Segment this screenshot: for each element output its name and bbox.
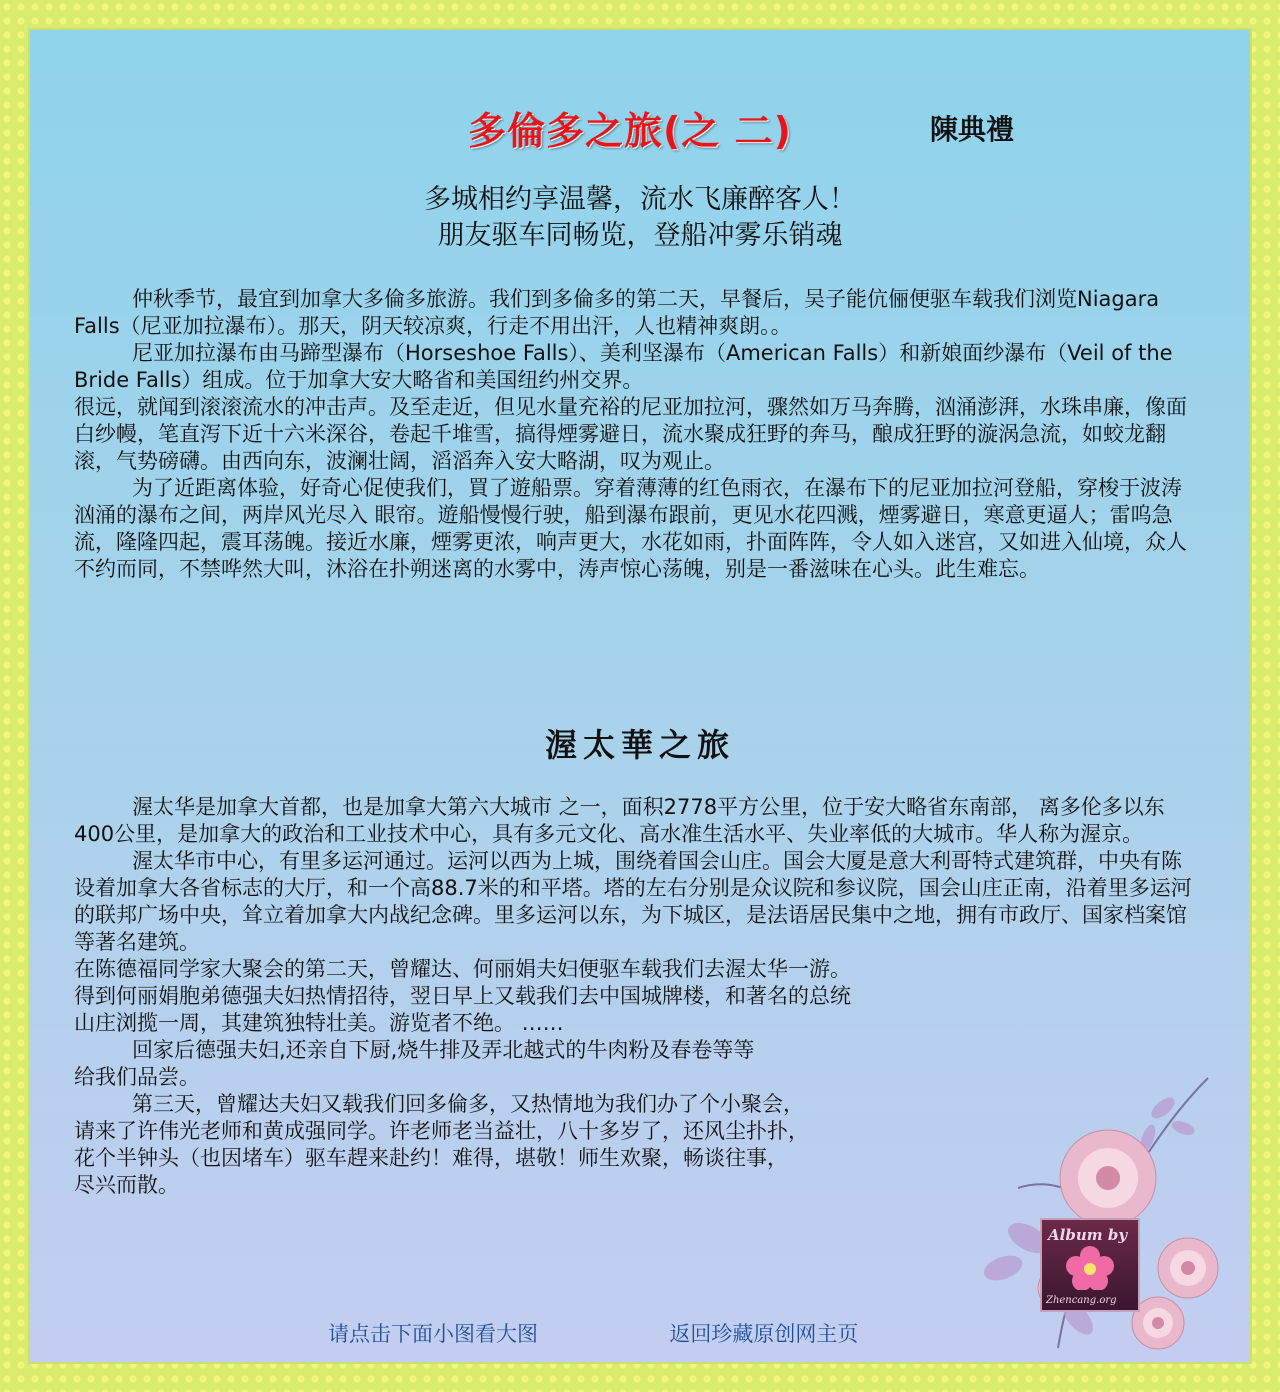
poem-line-1: 多城相约享温馨，流水飞廉醉客人！ (424, 184, 856, 215)
view-large-images-link[interactable]: 请点击下面小图看大图 (328, 1322, 538, 1346)
paragraph: 得到何丽娟胞弟德强夫妇热情招待，翌日早上又载我们去中国城牌楼，和著名的总统 (74, 984, 851, 1008)
paragraph: 尽兴而散。 (74, 1173, 179, 1197)
badge-site: Zhencang.org (1046, 1295, 1117, 1306)
paragraph: 很远，就闻到滚滚流水的冲击声。及至走近，但见水量充裕的尼亚加拉河，骤然如万马奔腾，汹涌澎湃，水珠串廉，像面白纱幔，笔直泻下近十六米深谷，卷起千堆雪，搞得煙雾避日，流水聚成狂野的奔马，酿成狂野的漩涡急流，如蛟龙翻滚，气势磅礴。由西向东，波澜壮阔，滔滔奔入安大略湖，叹为观止。 (74, 395, 1187, 473)
section1-text (74, 286, 1194, 583)
section-title: 渥太華之旅 (544, 726, 735, 764)
paragraph: 给我们品尝。 (74, 1065, 200, 1089)
paragraph: 在陈德福同学家大聚会的第二天，曾耀达、何丽娟夫妇便驱车载我们去渥太华一游。 (74, 957, 851, 981)
paragraph: 回家后德强夫妇,还亲自下厨,烧牛排及弄北越式的牛肉粉及春卷等等 (132, 1038, 755, 1062)
paragraph: 第三天，曾耀达夫妇又载我们回多倫多，又热情地为我们办了个小聚会， (132, 1092, 804, 1116)
paragraph: 为了近距离体验，好奇心促使我们，買了遊船票。穿着薄薄的红色雨衣，在瀑布下的尼亚加拉河登船，穿梭于波涛汹涌的瀑布之间，两岸风光尽入 眼帘。遊船慢慢行驶，船到瀑布跟前，更见水花四溅，煙雾避日，寒意更逼人；雷呜急流，隆隆四起，震耳荡魄。接近水廉，煙雾更浓，响声更大，水花如雨，扑面阵阵，令人如入迷宫，又如进入仙境，众人不约而同，不禁哗然大叫，沐浴在扑朔迷离的水雾中，涛声惊心荡魄，别是一番滋味在心头。此生难忘。 (74, 476, 1187, 581)
badge-label: Album by (1048, 1226, 1128, 1244)
paragraph: 花个半钟头（也因堵车）驱车趕来赴约！难得，堪敬！师生欢聚，畅谈往事， (74, 1146, 788, 1170)
return-home-link[interactable]: 返回珍藏原创网主页 (669, 1322, 859, 1346)
footer-links (328, 1318, 858, 1348)
album-badge[interactable] (1040, 1218, 1140, 1312)
paragraph: 渥太华是加拿大首都，也是加拿大第六大城市 之一，面积2778平方公里，位于安大略省东南部， 离多伦多以东400公里，是加拿大的政治和工业技术中心，具有多元文化、高水准生活水平、失业率低的大城市。华人称为渥京。 (74, 795, 1165, 846)
page-panel (28, 28, 1252, 1364)
pink-flower-icon (1060, 1246, 1120, 1290)
paragraph: 山庄浏揽一周，其建筑独特壮美。游览者不绝。 …… (74, 1011, 564, 1035)
author-name: 陳典禮 (930, 113, 1015, 146)
poem (28, 182, 1252, 254)
paragraph: 渥太华市中心，有里多运河通过。运河以西为上城，围绕着国会山庄。国会大厦是意大利哥特式建筑群，中央有陈设着加拿大各省标志的大厅，和一个高88.7米的和平塔。塔的左右分别是众议院和参议院，国会山庄正南，沿着里多运河的联邦广场中央，耸立着加拿大内战纪念碑。里多运河以东，为下城区，是法语居民集中之地，拥有市政厅、国家档案馆等著名建筑。 (74, 849, 1192, 954)
page-title: 多倫多之旅(之 二) (468, 109, 792, 153)
poem-line-2: 朋友驱车同畅览，登船冲雾乐销魂 (437, 220, 843, 251)
paragraph: 仲秋季节，最宜到加拿大多倫多旅游。我们到多倫多的第二天，早餐后，吴子能伉俪便驱车载我们浏览Niagara Falls（尼亚加拉瀑布）。那天，阴天较凉爽，行走不用出汗，人也精神爽朗。。 (74, 287, 1160, 338)
paragraph: 尼亚加拉瀑布由马蹄型瀑布（Horseshoe Falls）、美利坚瀑布（American Falls）和新娘面纱瀑布（Veil of the Bride Falls）组成。位于加拿大安大略省和美国纽约州交界。 (74, 341, 1173, 392)
flower-decoration-icon (908, 1068, 1228, 1358)
paragraph: 请来了许伟光老师和黄成强同学。许老师老当益壮，八十多岁了，还风尘扑扑， (74, 1119, 809, 1143)
